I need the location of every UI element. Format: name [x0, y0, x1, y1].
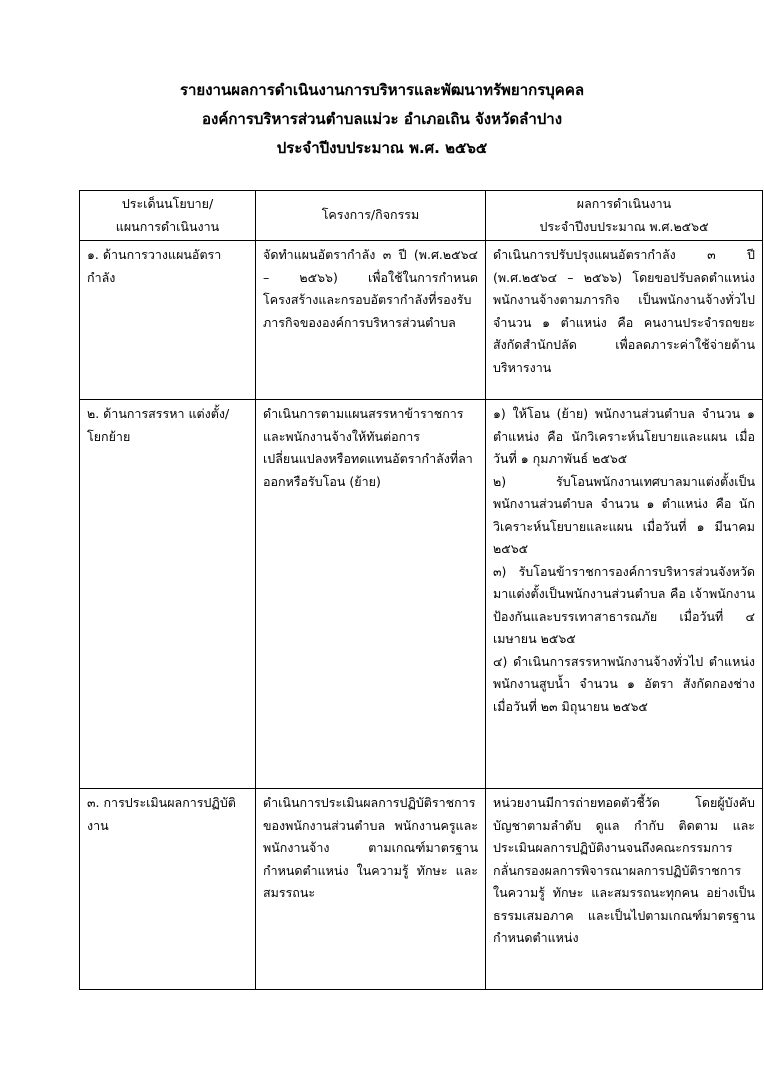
policy-text: ๑. ด้านการวางแผนอัตรากำลัง [87, 247, 222, 285]
header-policy-line-1: ประเด็นนโยบาย/ [121, 196, 214, 211]
table-row [80, 241, 763, 400]
header-results-line-2: ประจำปีงบประมาณ พ.ศ.๒๕๖๕ [539, 218, 709, 234]
policy-cell [80, 241, 256, 400]
results-cell [486, 400, 763, 789]
project-cell [256, 241, 486, 400]
project-text: ดำเนินการประเมินผลการปฏิบัติราชการของพนักงานส่วนตำบล พนักงานครูและพนักงานจ้าง ตามเกณฑ์มาตรฐานกำหนดตำแหน่ง ในความรู้ ทักษะ และสมรรถนะ [263, 795, 478, 900]
policy-text: ๒. ด้านการสรรหา แต่งตั้ง/โยกย้าย [87, 406, 230, 444]
header-project-label: โครงการ/กิจกรรม [321, 207, 420, 223]
project-cell [256, 789, 486, 990]
report-title-block [0, 76, 764, 163]
result-paragraph: ๒) รับโอนพนักงานเทศบาลมาแต่งตั้งเป็นพนักงานส่วนตำบล จำนวน ๑ ตำแหน่ง คือ นักวิเคราะห์นโยบายและแผน เมื่อวันที่ ๑ มีนาคม ๒๕๖๕ [493, 473, 755, 556]
project-cell [256, 400, 486, 789]
report-title-line-2: องค์การบริหารส่วนตำบลแม่วะ อำเภอเถิน จังหวัดลำปาง [201, 110, 563, 128]
report-title-line-3: ประจำปีงบประมาณ พ.ศ. ๒๕๖๕ [276, 139, 488, 157]
table-row [80, 400, 763, 789]
policy-cell [80, 789, 256, 990]
header-policy [80, 191, 256, 241]
result-paragraph: ๔) ดำเนินการสรรหาพนักงานจ้างทั่วไป ตำแหน่ง พนักงานสูบน้ำ จำนวน ๑ อัตรา สังกัดกองช่าง เมื่อวันที่ ๒๓ มิถุนายน ๒๕๖๕ [493, 653, 755, 714]
result-paragraph: ๑) ให้โอน (ย้าย) พนักงานส่วนตำบล จำนวน ๑ ตำแหน่ง คือ นักวิเคราะห์นโยบายและแผน เมื่อวันที่ ๑ กุมภาพันธ์ ๒๕๖๕ [493, 406, 755, 466]
table-row [80, 789, 763, 990]
table-header-row [80, 191, 763, 241]
header-project [256, 191, 486, 241]
policy-text: ๓. การประเมินผลการปฏิบัติงาน [87, 795, 236, 833]
result-paragraph: หน่วยงานมีการถ่ายทอดตัวชี้วัด โดยผู้บังคับบัญชาตามลำดับ ดูแล กำกับ ติดตาม และประเมินผลการปฏิบัติงานจนถึงคณะกรรมการกลั่นกรองผลการพิจารณาผลการปฏิบัติราชการ ในความรู้ ทักษะ และสมรรถนะทุกคน อย่างเป็นธรรมเสมอภาค และเป็นไปตามเกณฑ์มาตรฐานกำหนดตำแหน่ง [493, 795, 755, 945]
results-cell [486, 241, 763, 400]
header-results [486, 191, 763, 241]
header-results-line-1: ผลการดำเนินงาน [576, 196, 672, 211]
policy-cell [80, 400, 256, 789]
results-table [79, 190, 763, 990]
result-paragraph: ๓) รับโอนข้าราชการองค์การบริหารส่วนจังหวัดมาแต่งตั้งเป็นพนักงานส่วนตำบล คือ เจ้าพนักงานป้องกันและบรรเทาสาธารณภัย เมื่อวันที่ ๔ เมษายน ๒๕๖๕ [493, 563, 755, 646]
results-cell [486, 789, 763, 990]
report-title-line-1: รายงานผลการดำเนินงานการบริหารและพัฒนาทรัพยากรบุคคล [179, 81, 585, 99]
project-text: จัดทำแผนอัตรากำลัง ๓ ปี (พ.ศ.๒๕๖๔ – ๒๕๖๖) เพื่อใช้ในการกำหนดโครงสร้างและกรอบอัตรากำลังที่รองรับภารกิจขององค์การบริหารส่วนตำบล [263, 247, 478, 330]
header-policy-line-2: แผนการดำเนินงาน [115, 218, 220, 234]
result-paragraph: ดำเนินการปรับปรุงแผนอัตรากำลัง ๓ ปี (พ.ศ.๒๕๖๔ – ๒๕๖๖) โดยขอปรับลดตำแหน่งพนักงานจ้างตามภารกิจ เป็นพนักงานจ้างทั่วไป จำนวน ๑ ตำแหน่ง คือ คนงานประจำรถขยะ สังกัดสำนักปลัด เพื่อลดภาระค่าใช้จ่ายด้านบริหารงาน [493, 247, 755, 375]
project-text: ดำเนินการตามแผนสรรหาข้าราชการและพนักงานจ้างให้ทันต่อการเปลี่ยนแปลงหรือทดแทนอัตรากำลังที่ลาออกหรือรับโอน (ย้าย) [263, 406, 473, 489]
